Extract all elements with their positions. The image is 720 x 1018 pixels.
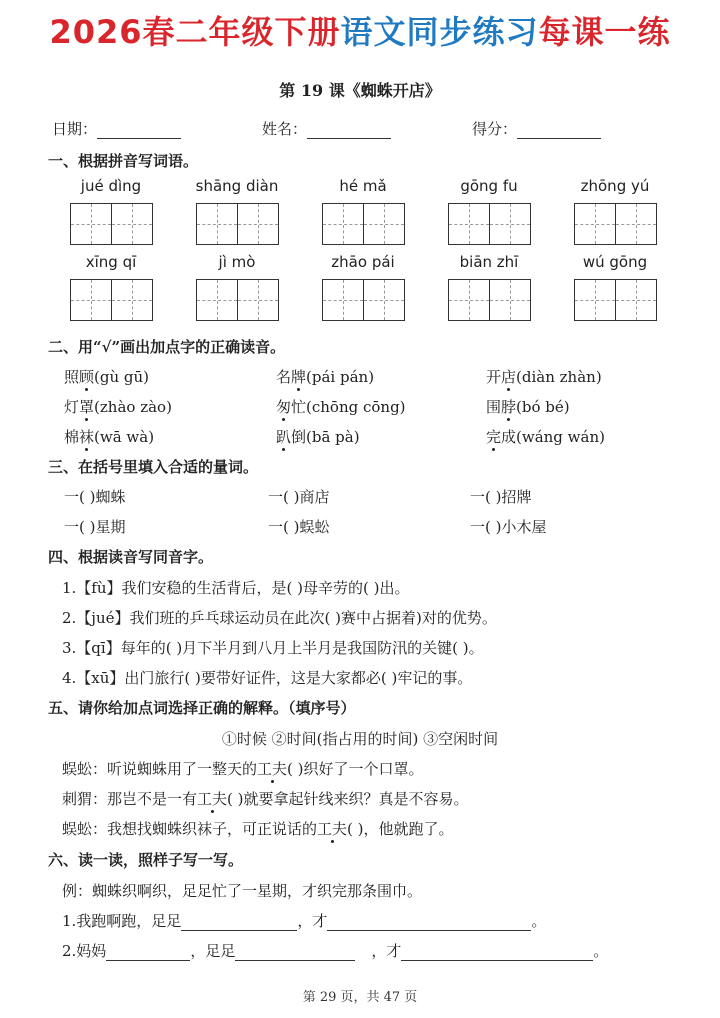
homophone-item[interactable]: 1.【fù】我们安稳的生活背后，是( )母辛劳的( )出。 [62, 579, 410, 597]
worksheet-title [0, 10, 720, 54]
pinyin-text: jué dìng [80, 177, 142, 195]
reading-choice-item[interactable]: 照顾(gù gū) [64, 368, 150, 386]
measure-word-item[interactable]: 一( )蜈蚣 [268, 518, 330, 536]
score-label: 得分： [472, 120, 518, 138]
writing-grid[interactable] [448, 203, 531, 245]
pinyin-item [426, 175, 552, 248]
imitation-line-1[interactable]: 1.我跑啊跑，足足 ，才 。 [62, 912, 547, 930]
reading-choice-item[interactable]: 棉袜(wā wà) [64, 428, 155, 446]
definition-item[interactable]: 蜈蚣：听说蜘蛛用了一整天的工夫( )织好了一个口罩。 [62, 760, 424, 778]
lesson-title: 第 19 课《蜘蛛开店》 [279, 81, 441, 100]
dotted-word: 工夫 [317, 820, 348, 838]
answer-blank[interactable] [106, 944, 190, 961]
dotted-char: 匆 [276, 398, 292, 416]
pinyin-text: biān zhī [459, 253, 519, 271]
dotted-char: 店 [501, 368, 517, 386]
section6-heading: 六、读一读，照样子写一写。 [48, 851, 244, 869]
pinyin-text: gōng fu [460, 177, 518, 195]
title-part-grade: 二年级下册 [175, 13, 341, 51]
dotted-char: 趴 [276, 428, 292, 446]
definition-options: ①时候 ②时间(指占用的时间) ③空闲时间 [221, 730, 499, 748]
answer-blank[interactable] [181, 914, 297, 931]
name-label: 姓名： [262, 120, 308, 138]
writing-grid[interactable] [196, 279, 279, 321]
pinyin-text: xīng qī [85, 253, 137, 271]
measure-word-item[interactable]: 一( )星期 [64, 518, 126, 536]
definition-item[interactable]: 刺猬：那岂不是一有工夫( )就要拿起针线来织？真是不容易。 [62, 790, 469, 808]
score-field[interactable] [472, 118, 601, 139]
writing-grid[interactable] [70, 203, 153, 245]
dotted-char: 牌 [291, 368, 307, 386]
writing-grid[interactable] [448, 279, 531, 321]
homophone-item[interactable]: 3.【qī】每年的( )月下半月到八月上半月是我国防汛的关键( )。 [62, 639, 484, 657]
reading-choice-item[interactable]: 匆忙(chōng cōng) [276, 398, 406, 416]
date-field[interactable] [52, 118, 181, 139]
pinyin-item [48, 175, 174, 248]
example-sentence: 例：蜘蛛织啊织，足足忙了一星期，才织完那条围巾。 [62, 882, 423, 900]
dotted-char: 顾 [79, 368, 95, 386]
section2-heading: 二、用“√”画出加点字的正确读音。 [48, 338, 286, 356]
date-blank[interactable] [97, 122, 181, 139]
dotted-char: 完 [486, 428, 502, 446]
writing-grid[interactable] [322, 203, 405, 245]
writing-grid[interactable] [574, 279, 657, 321]
date-label: 日期： [52, 120, 98, 138]
title-part-daily: 每课一练 [538, 13, 671, 51]
homophone-item[interactable]: 4.【xū】出门旅行( )要带好证件，这是大家都必( )牢记的事。 [62, 669, 473, 687]
reading-choice-item[interactable]: 开店(diàn zhàn) [486, 368, 602, 386]
pinyin-text: jì mò [218, 253, 256, 271]
reading-choice-item[interactable]: 名牌(pái pán) [276, 368, 375, 386]
pinyin-item [552, 251, 678, 324]
pinyin-text: hé mǎ [339, 177, 387, 195]
pinyin-item [48, 251, 174, 324]
answer-blank[interactable] [235, 944, 355, 961]
answer-blank[interactable] [327, 914, 531, 931]
score-blank[interactable] [517, 122, 601, 139]
pinyin-item [300, 175, 426, 248]
name-field[interactable] [262, 118, 391, 139]
reading-choice-item[interactable]: 完成(wáng wán) [486, 428, 605, 446]
measure-word-item[interactable]: 一( )招牌 [470, 488, 532, 506]
section4-heading: 四、根据读音写同音字。 [48, 548, 214, 566]
writing-grid[interactable] [196, 203, 279, 245]
pinyin-item [426, 251, 552, 324]
reading-choice-item[interactable]: 趴倒(bā pà) [276, 428, 360, 446]
pinyin-item [174, 251, 300, 324]
page-footer: 第 29 页，共 47 页 [302, 990, 418, 1005]
reading-choice-item[interactable]: 围脖(bó bé) [486, 398, 570, 416]
title-part-year: 2026春 [49, 13, 176, 51]
definition-item[interactable]: 蜈蚣：我想找蜘蛛织袜子，可正说话的工夫( )，他就跑了。 [62, 820, 454, 838]
pinyin-item [300, 251, 426, 324]
pinyin-item [174, 175, 300, 248]
writing-grid[interactable] [322, 279, 405, 321]
pinyin-text: zhōng yú [580, 177, 650, 195]
measure-word-item[interactable]: 一( )蜘蛛 [64, 488, 126, 506]
title-part-subject: 语文同步练习 [340, 13, 539, 51]
homophone-item[interactable]: 2.【jué】我们班的乒乓球运动员在此次( )赛中占据着)对的优势。 [62, 609, 497, 627]
writing-grid[interactable] [574, 203, 657, 245]
dotted-word: 工夫 [197, 790, 228, 808]
pinyin-item [552, 175, 678, 248]
answer-blank[interactable] [401, 944, 593, 961]
dotted-char: 袜 [79, 428, 95, 446]
name-blank[interactable] [307, 122, 391, 139]
dotted-char: 脖 [501, 398, 517, 416]
dotted-word: 工夫 [257, 760, 288, 778]
dotted-char: 罩 [79, 398, 95, 416]
imitation-line-2[interactable]: 2.妈妈 ，足足 ，才 。 [62, 942, 609, 960]
measure-word-item[interactable]: 一( )小木屋 [470, 518, 547, 536]
pinyin-text: shāng diàn [195, 177, 279, 195]
section3-heading: 三、在括号里填入合适的量词。 [48, 458, 259, 476]
section1-heading: 一、根据拼音写词语。 [48, 152, 199, 170]
measure-word-item[interactable]: 一( )商店 [268, 488, 330, 506]
reading-choice-item[interactable]: 灯罩(zhào zào) [64, 398, 172, 416]
pinyin-text: zhāo pái [331, 253, 395, 271]
writing-grid[interactable] [70, 279, 153, 321]
pinyin-text: wú gōng [582, 253, 648, 271]
section5-heading: 五、请你给加点词选择正确的解释。（填序号） [48, 699, 356, 717]
